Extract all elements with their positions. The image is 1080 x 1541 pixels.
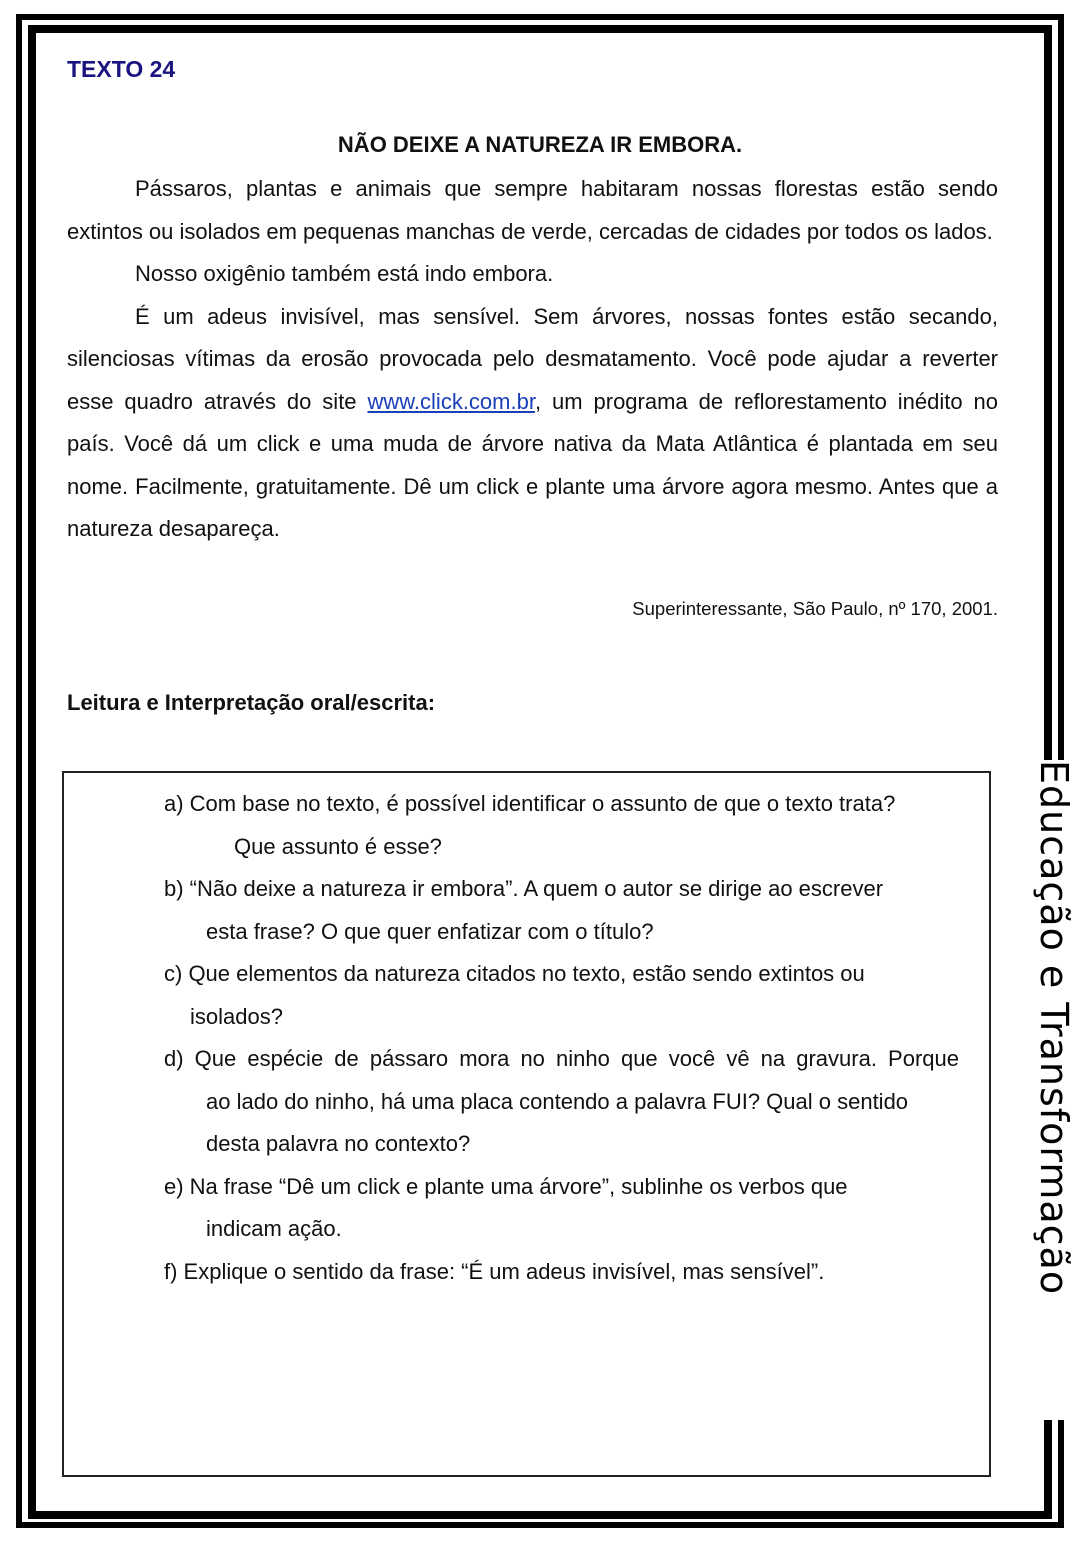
question-continuation: ao lado do ninho, há uma placa contendo a palavra FUI? Qual o sentido desta palavra no contexto?	[206, 1088, 909, 1156]
watermark	[1024, 760, 1080, 1420]
questions-list	[164, 783, 964, 1293]
question-line: f) Explique o sentido da frase: “É um adeus invisível, mas sensível”.	[164, 1258, 825, 1284]
source-citation: Superinteressante, São Paulo, nº 170, 2001.	[632, 598, 998, 619]
question-continuation: Que assunto é esse?	[234, 833, 442, 859]
paragraph-1: Pássaros, plantas e animais que sempre habitaram nossas florestas estão sendo extintos ou isolados em pequenas manchas de verde, cercadas de cidades por todos os lados.	[67, 176, 998, 244]
question-line: d) Que espécie de pássaro mora no ninho que você vê na gravura. Porque	[164, 1046, 959, 1071]
question-continuation: indicam ação.	[206, 1216, 342, 1241]
watermark-text: Educação e Transformação	[1032, 760, 1076, 1296]
paragraph-3-end: , um programa de reflorestamento inédito no país. Você dá um click e uma muda de árvore nativa da Mata Atlântica é plantada em seu nome. Facilmente, gratuitamente. Dê um click e plante uma árvore agora mesmo. Antes que a natureza desapareça.	[67, 388, 999, 541]
question-continuation: isolados?	[190, 1003, 283, 1029]
question-line: c) Que elementos da natureza citados no texto, estão sendo extintos ou	[164, 961, 865, 986]
question-c	[164, 953, 964, 1038]
question-e	[164, 1166, 964, 1251]
article-title: NÃO DEIXE A NATUREZA IR EMBORA.	[337, 132, 743, 157]
text-number-label: TEXTO 24	[67, 56, 176, 82]
paragraph-2: Nosso oxigênio também está indo embora.	[135, 261, 554, 286]
question-line: b) “Não deixe a natureza ir embora”. A quem o autor se dirige ao escrever	[164, 876, 884, 901]
paragraph-3-start: É um adeus invisível, mas sensível. Sem árvores, nossas fontes estão secando, silenciosas vítimas da erosão provocada pelo desmatamento. Você pode ajudar a reverter esse quadro através do site	[67, 303, 998, 414]
question-continuation: esta frase? O que quer enfatizar com o título?	[206, 918, 654, 944]
article-body	[67, 168, 998, 551]
section-heading: Leitura e Interpretação oral/escrita:	[67, 690, 436, 715]
paragraph-3	[67, 296, 998, 551]
question-f	[164, 1251, 964, 1294]
question-line: a) Com base no texto, é possível identificar o assunto de que o texto trata?	[164, 791, 896, 816]
question-b	[164, 868, 964, 953]
question-a	[164, 783, 964, 868]
site-link[interactable]: www.click.com.br	[367, 388, 535, 414]
question-line: e) Na frase “Dê um click e plante uma árvore”, sublinhe os verbos que	[164, 1173, 848, 1199]
question-d	[164, 1038, 964, 1166]
